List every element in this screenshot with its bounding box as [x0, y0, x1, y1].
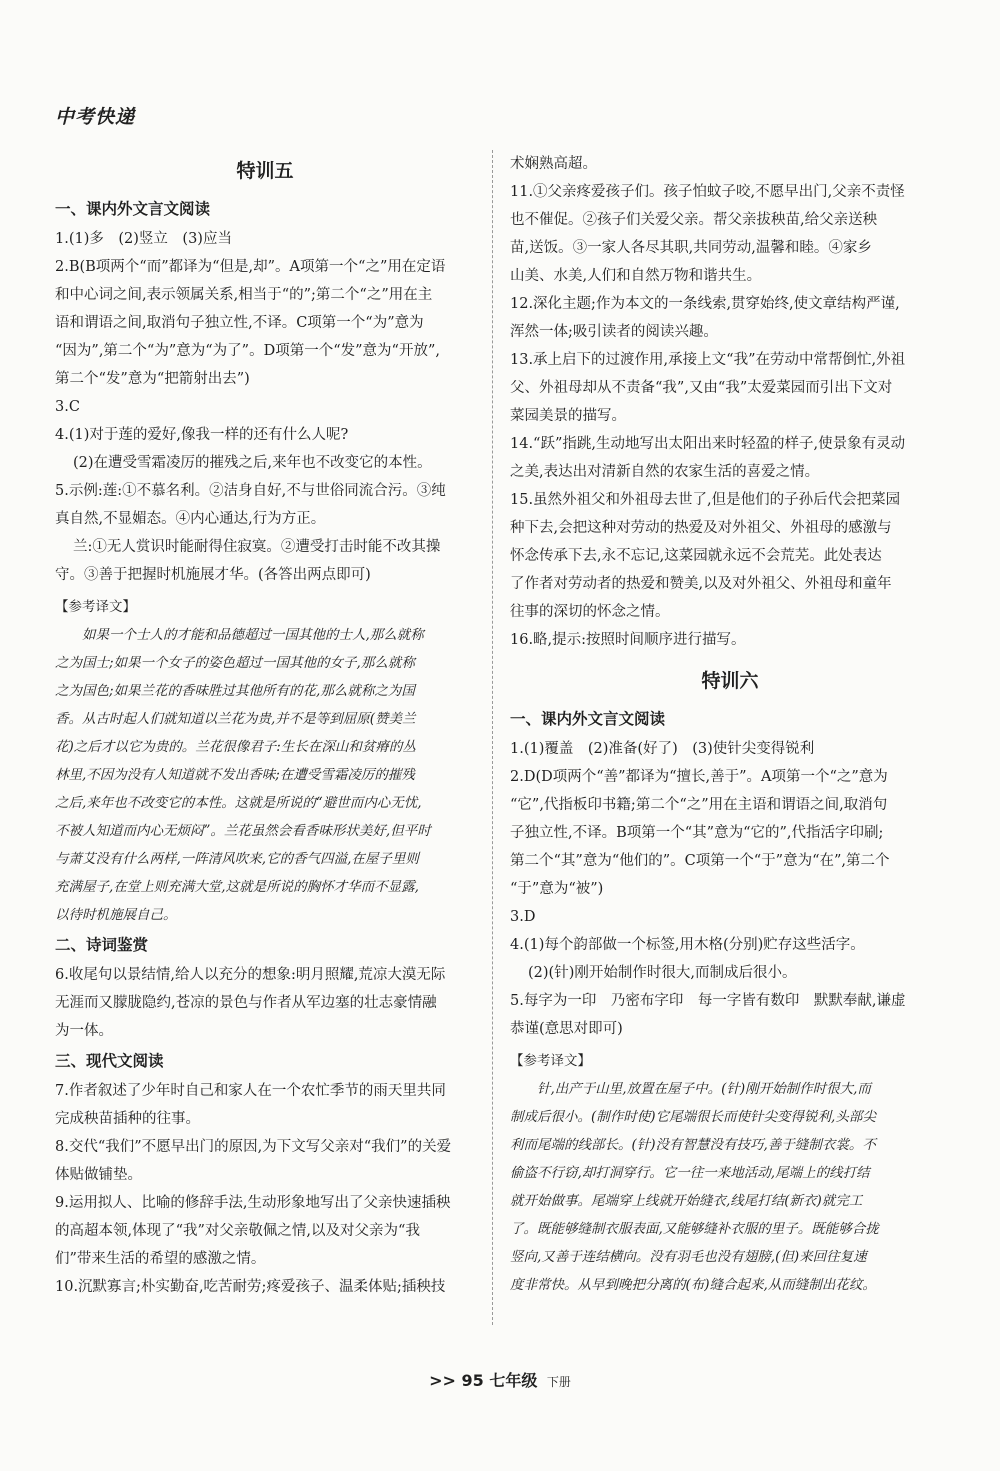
answer-line: 3.C: [55, 399, 80, 415]
answer-line: 守。③善于把握时机施展才华。(各答出两点即可): [55, 567, 371, 583]
answer-line: (2)在遭受雪霜凌厉的摧残之后,来年也不改变它的本性。: [73, 455, 432, 471]
translation-line: 就开始做事。尾端穿上线就开始缝衣,线尾打结(新衣)就完工: [510, 1193, 863, 1209]
grade-label: 七年级: [489, 1371, 538, 1390]
answer-line: 苗,送饭。③一家人各尽其职,共同劳动,温馨和睦。④家乡: [510, 240, 872, 256]
translation-line: 与萧艾没有什么两样,一阵清风吹来,它的香气四溢,在屋子里则: [55, 851, 419, 867]
answer-line: 兰:①无人赏识时能耐得住寂寞。②遭受打击时能不改其操: [73, 539, 441, 555]
page-number: 95: [461, 1371, 484, 1390]
translation-line: 之为国士;如果一个女子的姿色超过一国其他的女子,那么就称: [55, 655, 415, 671]
answer-line: 7.作者叙述了少年时自己和家人在一个农忙季节的雨天里共同: [55, 1083, 446, 1099]
page-footer: [0, 1368, 1000, 1391]
translation-line: 度非常快。从早到晚把分离的(布)缝合起来,从而缝制出花纹。: [510, 1277, 876, 1293]
header-title: 中考快递: [55, 106, 136, 128]
answer-line: 4.(1)每个韵部做一个标签,用木格(分别)贮存这些活字。: [510, 937, 865, 953]
answer-line: 也不催促。②孩子们关爱父亲。帮父亲拔秧苗,给父亲送秧: [510, 212, 878, 228]
answer-line: 子独立性,不译。B项第一个“其”意为“它的”,代指活字印刷;: [510, 825, 884, 841]
answer-line: 1.(1)覆盖 (2)准备(好了) (3)使针尖变得锐利: [510, 741, 815, 757]
translation-line: 竖向,又善于连结横向。没有羽毛也没有翅膀,(但)来回往复速: [510, 1249, 867, 1265]
answer-line: 13.承上启下的过渡作用,承接上文“我”在劳动中常帮倒忙,外祖: [510, 352, 906, 368]
answer-line: “因为”,第二个“为”意为“为了”。D项第一个“发”意为“开放”,: [55, 343, 440, 359]
answer-line: 10.沉默寡言;朴实勤奋,吃苦耐劳;疼爱孩子、温柔体贴;插秧技: [55, 1279, 446, 1295]
answer-line: 浑然一体;吸引读者的阅读兴趣。: [510, 324, 718, 340]
answer-line: 4.(1)对于莲的爱好,像我一样的还有什么人呢?: [55, 427, 349, 443]
left-column: [55, 150, 475, 1301]
answer-line: 了作者对劳动者的热爱和赞美,以及对外祖父、外祖母和童年: [510, 576, 892, 592]
answer-line: 恭谨(意思对即可): [510, 1021, 623, 1037]
translation-line: 充满屋子,在堂上则充满大堂,这就是所说的胸怀才华而不显露,: [55, 879, 419, 895]
answer-line: “于”意为“被”): [510, 881, 604, 897]
answer-line: 往事的深切的怀念之情。: [510, 604, 670, 620]
answer-line: 第二个“其”意为“他们的”。C项第一个“于”意为“在”,第二个: [510, 853, 890, 869]
translation-line: 利而尾端的线部长。(针)没有智慧没有技巧,善于缝制衣裳。不: [510, 1137, 876, 1153]
translation-line: 针,出产于山里,放置在屋子中。(针)刚开始制作时很大,而: [537, 1081, 871, 1097]
answer-line: 的高超本领,体现了“我”对父亲敬佩之情,以及对父亲为“我: [55, 1223, 420, 1239]
section-heading: 三、现代文阅读: [55, 1052, 164, 1070]
reference-translation-label: 【参考译文】: [510, 1053, 591, 1069]
answer-line: 16.略,提示:按照时间顺序进行描写。: [510, 632, 746, 648]
column-divider: [492, 150, 493, 1325]
answer-line: 完成秧苗插种的往事。: [55, 1111, 200, 1127]
answer-line: 真自然,不显媚态。④内心通达,行为方正。: [55, 511, 326, 527]
translation-line: 偷盗不行窃,却打洞穿行。它一往一来地活动,尾端上的线打结: [510, 1165, 870, 1181]
answer-line: 3.D: [510, 909, 536, 925]
translation-line: 之后,来年也不改变它的本性。这就是所说的“避世而内心无忧,: [55, 795, 422, 811]
answer-line: 父、外祖母却从不责备“我”,又由“我”太爱菜园而引出下文对: [510, 380, 893, 396]
translation-line: 制成后很小。(制作时使)它尾端很长而使针尖变得锐利,头部尖: [510, 1109, 876, 1125]
answer-line: 8.交代“我们”不愿早出门的原因,为下文写父亲对“我们”的关爱: [55, 1139, 452, 1155]
reference-translation-label: 【参考译文】: [55, 599, 136, 615]
answer-line: 1.(1)多 (2)竖立 (3)应当: [55, 231, 232, 247]
translation-line: 之为国色;如果兰花的香味胜过其他所有的花,那么就称之为国: [55, 683, 415, 699]
answer-line: 之美,表达出对清新自然的农家生活的喜爱之情。: [510, 464, 820, 480]
translation-line: 不被人知道而内心无烦闷”。兰花虽然会看香味形状美好,但平时: [55, 823, 431, 839]
section-title: 特训六: [701, 670, 759, 692]
section-title: 特训五: [236, 160, 294, 182]
answer-line: 5.示例:莲:①不慕名利。②洁身自好,不与世俗同流合污。③纯: [55, 483, 446, 499]
answer-line: 为一体。: [55, 1023, 113, 1039]
answer-line: 14.“跃”指跳,生动地写出太阳出来时轻盈的样子,使景象有灵动: [510, 436, 906, 452]
translation-line: 花)之后才以它为贵的。兰花很像君子:生长在深山和贫瘠的丛: [55, 739, 416, 755]
translation-line: 了。既能够缝制衣服表面,又能够缝补衣服的里子。既能够合拢: [510, 1221, 879, 1237]
answer-line: 12.深化主题;作为本文的一条线索,贯穿始终,使文章结构严谨,: [510, 296, 900, 312]
volume-label: 下册: [546, 1375, 571, 1389]
translation-line: 以待时机施展自己。: [55, 907, 177, 923]
answer-line: 菜园美景的描写。: [510, 408, 626, 424]
answer-line: 术娴熟高超。: [510, 156, 597, 172]
answer-line: 5.每字为一印 乃密布字印 每一字皆有数印 默默奉献,谦虚: [510, 993, 906, 1009]
answer-line: 语和谓语之间,取消句子独立性,不译。C项第一个“为”意为: [55, 315, 424, 331]
answer-line: 种下去,会把这种对劳动的热爱及对外祖父、外祖母的感激与: [510, 520, 892, 536]
answer-line: 11.①父亲疼爱孩子们。孩子怕蚊子咬,不愿早出门,父亲不责怪: [510, 184, 905, 200]
answer-line: 体贴做铺垫。: [55, 1167, 142, 1183]
translation-line: 如果一个士人的才能和品德超过一国其他的士人,那么就称: [82, 627, 424, 643]
translation-line: 林里,不因为没有人知道就不发出香味;在遭受雪霜凌厉的摧残: [55, 767, 415, 783]
answer-line: “它”,代指板印书籍;第二个“之”用在主语和谓语之间,取消句: [510, 797, 888, 813]
section-heading: 一、课内外文言文阅读: [55, 200, 211, 218]
answer-line: 第二个“发”意为“把箭射出去”): [55, 371, 250, 387]
answer-line: 山美、水美,人们和自然万物和谐共生。: [510, 268, 762, 284]
answer-line: 2.D(D项两个“善”都译为“擅长,善于”。A项第一个“之”意为: [510, 769, 888, 785]
answer-line: 怀念传承下去,永不忘记,这菜园就永远不会荒芜。此处表达: [510, 548, 882, 564]
answer-line: 无涯而又朦胧隐约,苍凉的景色与作者从军边塞的壮志豪情融: [55, 995, 437, 1011]
arrow-icon: >>: [429, 1371, 456, 1390]
right-column: [510, 150, 950, 1299]
translation-line: 香。从古时起人们就知道以兰花为贵,并不是等到屈原(赞美兰: [55, 711, 416, 727]
answer-line: 15.虽然外祖父和外祖母去世了,但是他们的子孙后代会把菜园: [510, 492, 901, 508]
answer-line: 6.收尾句以景结情,给人以充分的想象:明月照耀,荒凉大漠无际: [55, 967, 446, 983]
section-heading: 二、诗词鉴赏: [55, 936, 149, 954]
answer-line: (2)(针)刚开始制作时很大,而制成后很小。: [528, 965, 797, 981]
section-heading: 一、课内外文言文阅读: [510, 710, 666, 728]
answer-line: 和中心词之间,表示领属关系,相当于“的”;第二个“之”用在主: [55, 287, 433, 303]
answer-line: 们”带来生活的希望的感激之情。: [55, 1251, 266, 1267]
answer-line: 2.B(B项两个“而”都译为“但是,却”。A项第一个“之”用在定语: [55, 259, 446, 275]
answer-line: 9.运用拟人、比喻的修辞手法,生动形象地写出了父亲快速插秧: [55, 1195, 451, 1211]
